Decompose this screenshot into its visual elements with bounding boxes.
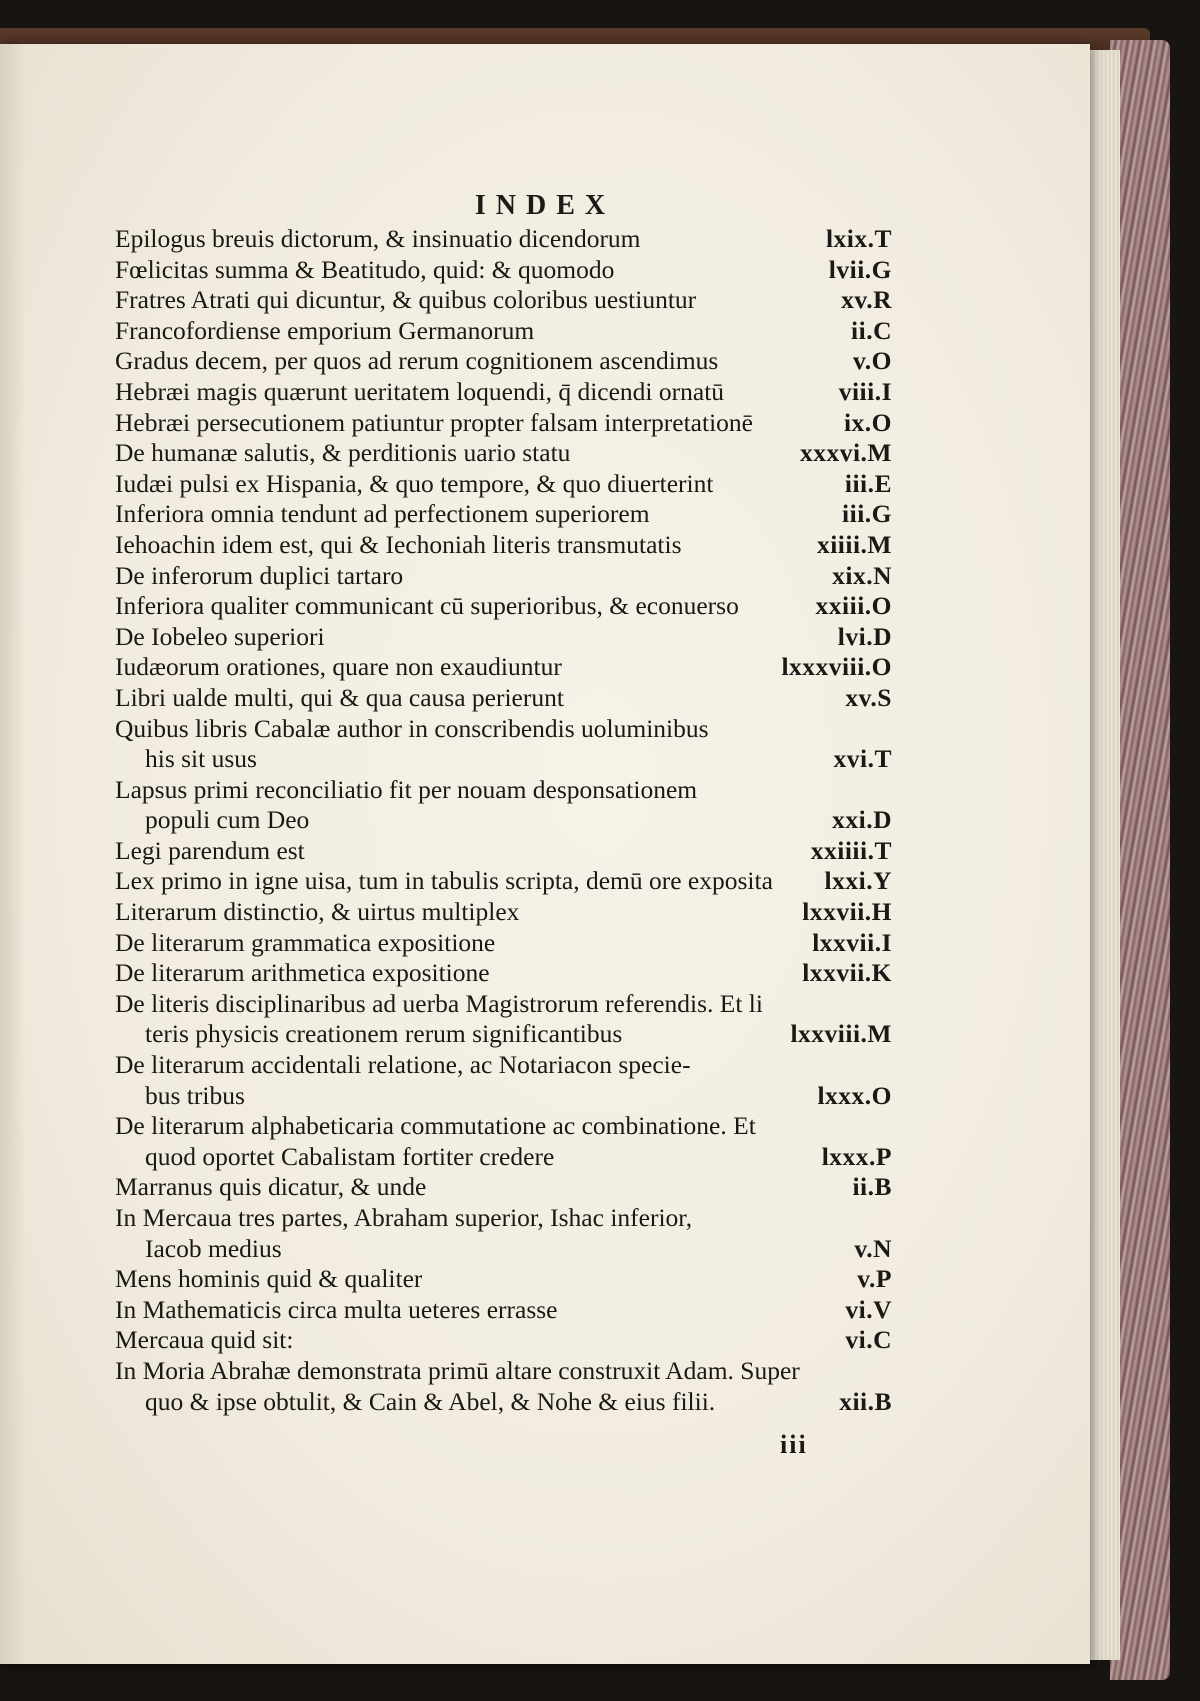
index-entry xyxy=(115,346,892,377)
page-gutter xyxy=(0,44,26,1664)
index-entry xyxy=(115,714,892,775)
index-entry-text: Mercaua quid sit: xyxy=(115,1325,294,1355)
index-entry-continuation: quod oportet Cabalistam fortiter credere xyxy=(145,1141,555,1171)
index-entry xyxy=(115,958,892,989)
index-entry-continuation: bus tribus xyxy=(145,1080,245,1110)
index-entry-text: De literarum arithmetica expositione xyxy=(115,958,490,988)
index-list xyxy=(115,224,892,1417)
index-entry-continuation: quo & ipse obtulit, & Cain & Abel, & Nohe & eius filii. xyxy=(145,1386,716,1416)
index-entry-ref: vi.C xyxy=(845,1325,892,1355)
index-entry-text: In Moria Abrahæ demonstrata primū altare construxit Adam. Super xyxy=(115,1355,800,1385)
index-entry-text: Iudæorum orationes, quare non exaudiuntur xyxy=(115,652,562,682)
index-entry-ref: ii.B xyxy=(852,1172,892,1202)
index-entry xyxy=(115,530,892,561)
index-entry-ref: xxiii.O xyxy=(815,591,892,621)
index-entry-text: Lapsus primi reconciliatio fit per nouam desponsationem xyxy=(115,774,698,804)
index-entry xyxy=(115,622,892,653)
index-entry xyxy=(115,1325,892,1356)
index-entry xyxy=(115,316,892,347)
index-entry xyxy=(115,683,892,714)
index-entry-text: Inferiora omnia tendunt ad perfectionem superiorem xyxy=(115,499,650,529)
index-entry-ref: lxxvii.K xyxy=(802,958,892,988)
index-entry-ref: lxxxviii.O xyxy=(781,652,892,682)
index-entry-text: De literarum alphabeticaria commutatione ac combinatione. Et xyxy=(115,1111,756,1141)
index-entry-text: In Mercaua tres partes, Abraham superior, Ishac inferior, xyxy=(115,1203,693,1232)
index-entry-ref: xix.N xyxy=(832,560,892,590)
index-entry-text: Iudæi pulsi ex Hispania, & quo tempore, & quo diuerterint xyxy=(115,468,714,498)
running-head: INDEX xyxy=(474,190,616,221)
index-entry-ref: lvii.G xyxy=(828,254,892,284)
index-entry-text: Libri ualde multi, qui & qua causa perierunt xyxy=(115,682,564,712)
index-entry-text: Literarum distinctio, & uirtus multiplex xyxy=(115,897,520,927)
index-entry-ref: lxxi.Y xyxy=(824,866,892,896)
index-entry-text: Marranus quis dicatur, & unde xyxy=(115,1172,427,1202)
index-entry-text: Francofordiense emporium Germanorum xyxy=(115,315,535,345)
index-entry-ref: xv.S xyxy=(845,682,892,712)
index-entry xyxy=(115,866,892,897)
index-entry xyxy=(115,255,892,286)
index-entry xyxy=(115,989,892,1050)
index-entry xyxy=(115,1172,892,1203)
index-entry xyxy=(115,652,892,683)
index-entry-ref: v.O xyxy=(852,346,892,376)
index-entry-continuation: teris physicis creationem rerum significantibus xyxy=(145,1019,623,1049)
index-entry-ref: xxxvi.M xyxy=(799,438,892,468)
index-entry-text: Quibus libris Cabalæ author in conscribendis uoluminibus xyxy=(115,713,709,743)
index-entry-text: Iehoachin idem est, qui & Iechoniah literis transmutatis xyxy=(115,529,682,559)
index-entry-ref: xv.R xyxy=(841,285,892,315)
index-entry-ref: xiiii.M xyxy=(816,529,892,559)
index-entry-text: Mens hominis quid & qualiter xyxy=(115,1264,423,1294)
index-entry-text: De literis disciplinaribus ad uerba Magistrorum referendis. Et li xyxy=(115,988,763,1018)
index-entry xyxy=(115,469,892,500)
index-entry-ref: lxxviii.M xyxy=(790,1019,892,1049)
index-entry-ref: v.N xyxy=(854,1233,892,1263)
index-entry xyxy=(115,1356,892,1417)
index-entry-text: Fœlicitas summa & Beatitudo, quid: & quomodo xyxy=(115,254,615,284)
index-entry-text: De literarum accidentali relatione, ac Notariacon specie- xyxy=(115,1050,691,1080)
index-entry xyxy=(115,377,892,408)
index-entry xyxy=(115,1203,892,1264)
index-entry-ref: xxi.D xyxy=(832,805,892,835)
index-entry-ref: iii.G xyxy=(842,499,892,529)
index-entry-ref: lxxvii.H xyxy=(802,897,892,927)
index-entry-text: Lex primo in igne uisa, tum in tabulis scripta, demū ore exposita xyxy=(115,866,773,896)
index-entry-ref: vi.V xyxy=(845,1294,892,1324)
index-entry xyxy=(115,591,892,622)
index-entry xyxy=(115,1111,892,1172)
index-entry-ref: v.P xyxy=(857,1264,892,1294)
index-entry xyxy=(115,438,892,469)
index-entry xyxy=(115,897,892,928)
index-entry xyxy=(115,224,892,255)
index-entry-ref: viii.I xyxy=(838,376,892,406)
index-entry xyxy=(115,561,892,592)
index-entry-continuation: his sit usus xyxy=(145,744,257,774)
index-entry-text: Legi parendum est xyxy=(115,835,305,865)
index-entry-ref: lxxx.O xyxy=(817,1080,892,1110)
index-entry-text: In Mathematicis circa multa ueteres errasse xyxy=(115,1294,558,1324)
index-entry xyxy=(115,836,892,867)
book-page xyxy=(0,44,1090,1664)
index-entry-ref: lxix.T xyxy=(825,224,892,253)
index-entry-ref: lxxvii.I xyxy=(812,927,892,957)
index-entry-continuation: Iacob medius xyxy=(145,1233,282,1263)
index-entry-text: De humanæ salutis, & perditionis uario statu xyxy=(115,438,571,468)
index-entry-ref: ii.C xyxy=(851,315,892,345)
signature-mark: iii xyxy=(780,1430,808,1459)
index-entry-ref: iii.E xyxy=(844,468,892,498)
index-entry xyxy=(115,1264,892,1295)
index-entry-ref: ix.O xyxy=(843,407,892,437)
index-entry-text: De literarum grammatica expositione xyxy=(115,927,496,957)
index-entry-ref: xxiiii.T xyxy=(810,835,892,865)
index-entry xyxy=(115,928,892,959)
index-entry-text: Hebræi magis quærunt ueritatem loquendi, q̄ dicendi ornatū xyxy=(115,376,725,406)
index-entry xyxy=(115,499,892,530)
index-entry-text: Gradus decem, per quos ad rerum cognitionem ascendimus xyxy=(115,346,719,376)
index-entry-ref: lvi.D xyxy=(837,621,892,651)
index-entry xyxy=(115,285,892,316)
index-entry-text: Fratres Atrati qui dicuntur, & quibus coloribus uestiuntur xyxy=(115,285,697,315)
index-entry-text: Inferiora qualiter communicant cū superioribus, & econuerso xyxy=(115,591,739,621)
index-entry xyxy=(115,775,892,836)
index-entry-text: Epilogus breuis dictorum, & insinuatio dicendorum xyxy=(115,224,641,253)
index-entry-text: De Iobeleo superiori xyxy=(115,621,325,651)
index-entry xyxy=(115,1295,892,1326)
index-entry-ref: xvi.T xyxy=(833,744,892,774)
index-entry-ref: xii.B xyxy=(839,1386,892,1416)
index-entry-text: De inferorum duplici tartaro xyxy=(115,560,404,590)
index-entry-ref: lxxx.P xyxy=(821,1141,892,1171)
index-entry-continuation: populi cum Deo xyxy=(145,805,310,835)
index-entry-text: Hebræi persecutionem patiuntur propter falsam interpretationē xyxy=(115,407,753,437)
index-entry xyxy=(115,1050,892,1111)
index-entry xyxy=(115,408,892,439)
